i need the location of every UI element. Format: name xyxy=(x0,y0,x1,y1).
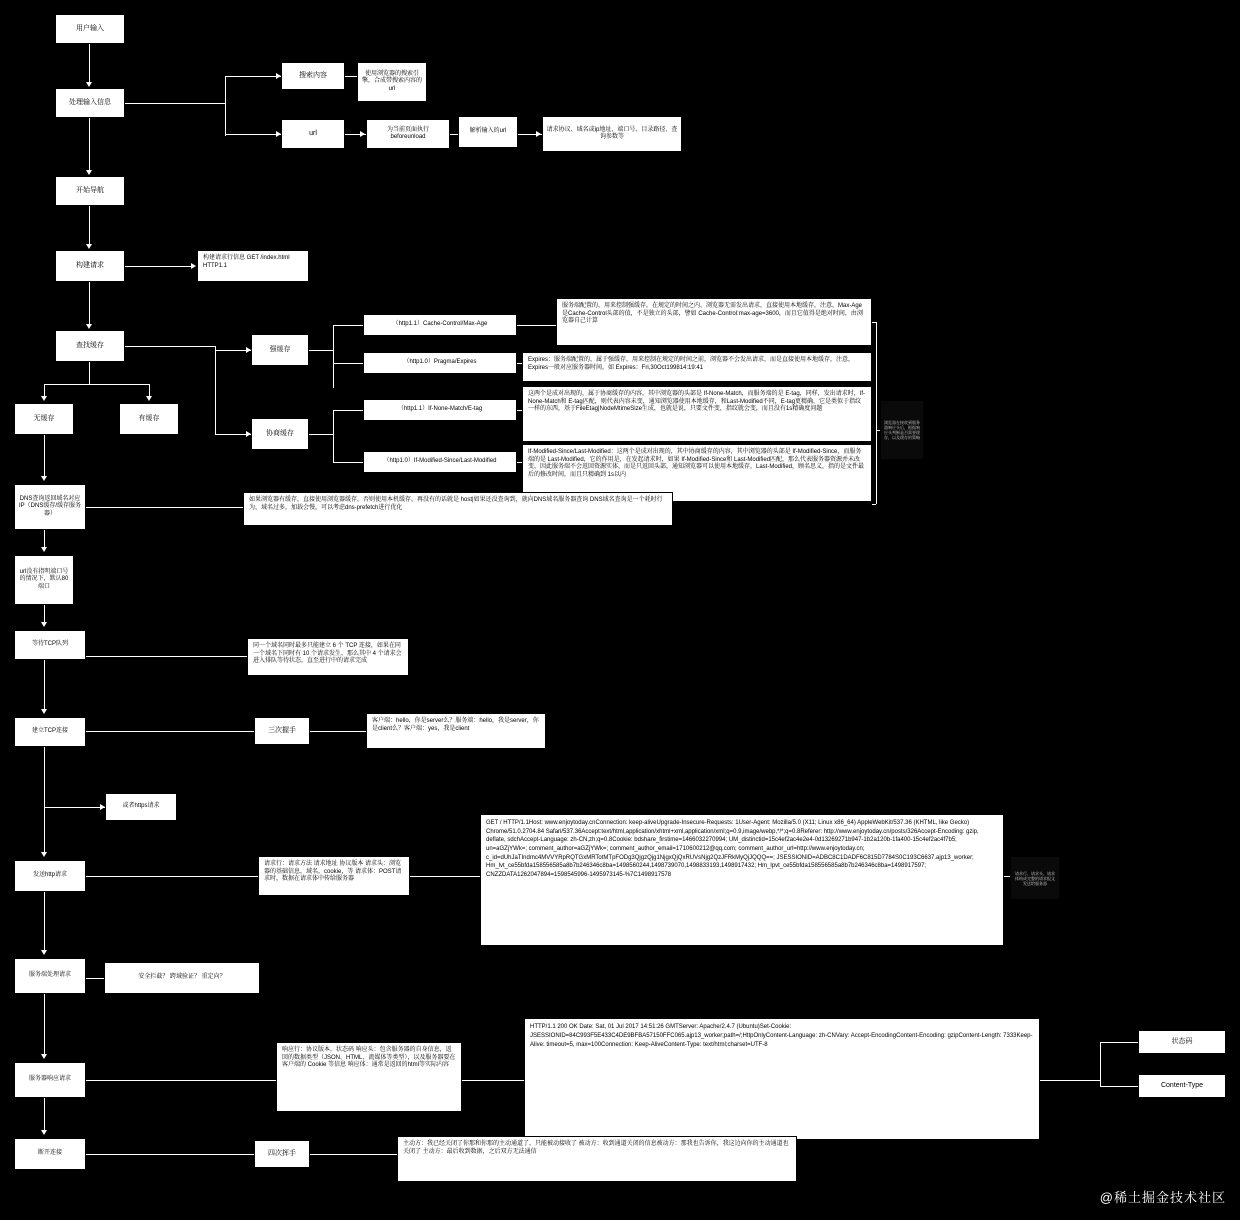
edge-tcpqueue-buildtcp xyxy=(44,660,45,711)
arrow-to-hascache xyxy=(146,396,152,401)
edge-serverprocess-detail xyxy=(86,978,104,979)
edge-handshake-detail xyxy=(310,731,366,732)
node-pragma-expires: （http1.0）Pragma/Expires xyxy=(363,352,517,374)
node-http-request-parts: 请求行：请求方法 请求地址 协议版本 请求头：浏览器的基础信息，域名，cookie，等 请求体：POST请求时，数据在请求体中传给服务器 xyxy=(258,856,410,896)
arrow-port-tcpqueue xyxy=(41,622,47,627)
node-request-line: 构建请求行信息 GET /index.html HTTP1.1 xyxy=(197,250,309,282)
node-process-input[interactable]: 处理输入信息 xyxy=(55,88,125,118)
arrow-buildreq-to-findcache xyxy=(86,324,92,329)
node-has-cache[interactable]: 有缓存 xyxy=(119,403,179,435)
node-url[interactable]: url xyxy=(281,119,345,149)
edge-rawresponse-right xyxy=(1040,1080,1100,1081)
edge-response-disconnect xyxy=(44,1098,45,1132)
arrow-tcpqueue-buildtcp xyxy=(41,709,47,714)
edge-buildreq-to-findcache xyxy=(89,282,90,326)
edge-right-split-v xyxy=(1100,1042,1101,1086)
edge-fourwave-detail xyxy=(310,1154,397,1155)
node-search-detail: 使用浏览器的搜索引擎，合成带搜索内容的url xyxy=(357,62,427,102)
node-strong-cache[interactable]: 强缓存 xyxy=(251,334,309,366)
node-dns-query[interactable]: DNS查询返回域名对应IP（DNS缓存/缓存服务器） xyxy=(14,484,86,530)
node-handshake-detail: 客户端：hello，你是server么？服务端：hello，我是server，你是client么？客户端：yes，我是client xyxy=(366,713,546,749)
arrow-url-beforeunload xyxy=(360,131,365,137)
edge-cache-split xyxy=(44,384,149,385)
node-server-process-detail: 安全拦截？ 跨域验证？ 重定向？ xyxy=(104,962,260,994)
node-if-none-match: （http1.1）If-None-Match/E-tag xyxy=(363,399,517,421)
node-negotiate-cache[interactable]: 协商缓存 xyxy=(251,418,309,450)
arrow-buildreq-requestline xyxy=(191,263,196,269)
node-four-wave-detail: 主动方：我已经关闭了你那和你那的主动通道了，只能被动接收了 被动方：收到通道关闭的信息被动方：那我也告诉你，我这边向你的主动通道也关闭了 主动方：最后收到数据，之后双方无法通信 xyxy=(397,1136,797,1182)
edge-disconnect-fourwave xyxy=(86,1154,254,1155)
arrow-to-nocache xyxy=(41,396,47,401)
arrow-user-to-process xyxy=(86,82,92,87)
arrow-sendhttp-serverprocess xyxy=(41,950,47,955)
node-server-response[interactable]: 服务器响应请求 xyxy=(14,1062,86,1098)
arrow-parseurl-detail xyxy=(536,131,541,137)
edge-findcache-branch xyxy=(125,346,215,347)
arrow-startnav-to-buildreq xyxy=(86,244,92,249)
node-port-note: url没有指明端口号的情况下，默认80端口 xyxy=(14,555,74,605)
edge-buildreq-requestline xyxy=(125,266,191,267)
edge-negotiate-lastmodified xyxy=(333,462,363,463)
edge-parts-rawresponse xyxy=(462,1080,524,1081)
node-search-content[interactable]: 搜索内容 xyxy=(281,62,345,90)
node-send-http-request[interactable]: 发送http请求 xyxy=(14,860,86,892)
node-server-process[interactable]: 服务端处理请求 xyxy=(14,958,86,994)
edge-strong-pragma xyxy=(333,363,363,364)
arrow-buildtcp-sendhttp xyxy=(41,852,47,857)
edge-sendhttp-serverprocess xyxy=(44,892,45,952)
arrow-process-to-startnav xyxy=(86,170,92,175)
watermark: @稀土掘金技术社区 xyxy=(1099,1190,1226,1205)
edge-process-to-startnav xyxy=(89,118,90,172)
edge-parts-raw xyxy=(410,876,480,877)
edge-cache-note-h2 xyxy=(872,504,876,505)
node-cache-right-note: 浏览器在接收到服务器响应头后，根据响应头判断是否需要缓存，以及缓存的策略 xyxy=(880,400,924,460)
edge-user-to-process xyxy=(89,44,90,84)
node-http-response-raw: HTTP/1.1 200 OK Date: Sat, 01 Jul 2017 14:51:26 GMTServer: Apache/2.4.7 (Ubuntu)Set-Cookie: JSESSIONID=84C993F5E433C4DE9BFBA57150FFC065.ajp13_worker;path=/;HttpOnlyContent-Language: zh-CNVary: Accept-EncodingContent-Encoding: gzipContent-Length: 7333Keep-Alive: timeout=5, max=100Connection: Keep-AliveContent-Type: text/html;charset=UTF-8 xyxy=(524,1018,1040,1140)
node-tcp-queue-detail: 同一个域名同时最多只能建立 6 个 TCP 连接，如果在同一个域名下同时有 10 个请求发生，那么其中 4 个请求会进入排队等待状态，直至进行中的请求完成 xyxy=(247,638,409,676)
node-user-input[interactable]: 用户输入 xyxy=(55,14,125,44)
edge-response-parts xyxy=(86,1080,276,1081)
edge-to-contenttype xyxy=(1100,1086,1138,1087)
node-http-request-right-note: 请求行、请求头、请求体构成完整的请求报文发送给服务器 xyxy=(1010,856,1060,900)
node-build-tcp[interactable]: 建立TCP连接 xyxy=(14,717,86,747)
edge-sendhttp-parts xyxy=(86,876,258,877)
node-http-request-raw: GET / HTTP/1.1Host: www.enjoytoday.cnConnection: keep-aliveUpgrade-Insecure-Requests: 1User-Agent: Mozilla/5.0 (X11; Linux x86_64) AppleWebKit/537.36 (KHTML, like Gecko) Chrome/51.0.2704.84 Safari/537.36Accept:text/html,application/xhtml+xml,application/xml;q=0.9,image/webp,*/*;q=0.8Referer: http://www.enjoytoday.cn/posts/326Accept-Encoding: gzip, deflate, sdchAccept-Language: zh-CN,zh;q=0.8Cookie: bdshare_firstime=1466032270994; UM_distinctid=15c4ef2ac4e2e4-0d13269271b947-1b2a120b-1fa400-15c4ef2ac4f7b5; un=aGZjYWk=; comment_author=aGZjYWk=; comment_author_email=1710600212@qq.com; comment_author_url=http://www.enjoytoday.cn; c_id=dUhJaTIndmc4MVVYRpRQTGxMRTotMTpFODg3QjgzQjg1NjgxQjQxRUVsNjg2QzJFRkMyQjJQQQ==; JSESSIONID=ADBC8C1DADF6C815D7784S0C193C6637.ajp13_worker; Hm_lvt_ce55bfda158556585a8b7b246346c8ba=1498560244,1498739070,1498833193,1498917432; Hm_lpvt_ce55bfda158556585a8b7b246346c8ba=1498917597; CNZZDATA1262047894=1598545996-1495973145-%7C1498917578 xyxy=(480,814,1004,946)
edge-nocache-dns xyxy=(44,435,45,478)
edge-strong-split xyxy=(309,350,333,351)
node-build-request[interactable]: 构建请求 xyxy=(55,250,125,282)
edge-strong-cachecontrol xyxy=(333,325,363,326)
node-no-cache[interactable]: 无缓存 xyxy=(14,403,74,435)
edge-branch-url xyxy=(225,134,281,135)
node-https-note: 或者https请求 xyxy=(105,793,177,821)
edge-negotiate-split-v xyxy=(333,410,334,462)
node-find-cache[interactable]: 查找缓存 xyxy=(55,330,125,362)
edge-negotiate-etag xyxy=(333,410,363,411)
arrow-nocache-dns xyxy=(41,476,47,481)
edge-branch-search xyxy=(225,76,281,77)
edge-findcache-branch-v xyxy=(215,346,216,434)
edge-tcpqueue-detail xyxy=(86,656,247,657)
arrow-response-disconnect xyxy=(41,1130,47,1135)
edge-process-branch xyxy=(125,103,225,104)
node-status-code[interactable]: 状态码 xyxy=(1138,1030,1226,1054)
node-cache-control-detail: 服务端配置的，用来控制强缓存，在规定的时间之内，浏览器无需发出请求，直接使用本地缓存，注意，Max-Age是Cache-Control头部的值，不是独立的头部，譬如 Cache-Control:max-age=3600，而且它值得是绝对时间，由浏览器自己计算 xyxy=(556,298,872,346)
node-four-way-wave[interactable]: 四次挥手 xyxy=(254,1140,310,1168)
node-content-type[interactable]: Content-Type xyxy=(1138,1074,1226,1098)
node-dns-detail: 如果浏览器有缓存，直接使用浏览器缓存，否则使用本机缓存，再没有的话就是 host|如果还没查询到，就向DNS域名服务器查询 DNS域名查询是一个耗时行为，域名过多，加载会慢，可以考虑dns-prefetch进行优化 xyxy=(243,492,673,526)
edge-https-note xyxy=(44,807,105,808)
node-disconnect[interactable]: 断开连接 xyxy=(14,1138,86,1170)
edge-process-branch-v xyxy=(225,76,226,136)
node-three-way-handshake[interactable]: 三次握手 xyxy=(254,717,310,745)
arrow-dns-port xyxy=(41,547,47,552)
edge-negotiate-split xyxy=(309,434,333,435)
arrow-serverprocess-response xyxy=(41,1054,47,1059)
edge-serverprocess-response xyxy=(44,994,45,1056)
node-parse-url: 解析输入的url xyxy=(458,116,518,148)
node-start-navigation[interactable]: 开始导航 xyxy=(55,176,125,206)
node-parse-url-detail: 请求协议、域名或ip地址、端口号、目录路径、查询参数等 xyxy=(542,116,682,152)
edge-cache-note-v xyxy=(876,322,877,504)
node-cache-control: （http1.1）Cache-Control/Max-Age xyxy=(363,314,517,336)
edge-cache-note-h1 xyxy=(872,322,876,323)
edge-buildtcp-handshake xyxy=(86,731,254,732)
edge-startnav-to-buildreq xyxy=(89,206,90,246)
edge-dns-detail xyxy=(86,507,243,508)
edge-beforeunload-parseurl xyxy=(450,134,458,135)
edge-search-detail xyxy=(345,76,357,77)
edge-cachecontrol-detail xyxy=(517,325,556,326)
edge-findcache-down xyxy=(89,362,90,384)
node-response-parts: 响应行：协议版本，状态码 响应头：包含服务器的自身信息，返回的数据类型（JSON、HTML、流媒体等类型），以及服务器要在客户端的 Cookie 等信息 响应体：通常是返回的html等实际内容 xyxy=(276,1042,462,1112)
node-lastmodified-detail: If-Modified-Since/Last-Modified：这两个是成对出现的，其中协商缓存的内容，其中浏览器的头部是 If-Modified-Since，而服务端的是 Last-Modified，它的作用是，在发起请求时，如果 If-Modified-Since和 Last-Modified匹配，那么代表服务器资源并未改变，因此服务端不会返回资源实体，而是只返回头部，通知浏览器可以使用本地缓存，Last-Modified，顾名思义，指的是文件最后的修改时间，而且只精确到 1s以内 xyxy=(522,444,872,502)
edge-strong-split-v xyxy=(333,325,334,388)
node-expires-detail: Expires：服务端配置的，属于强缓存，用来控制在规定的时间之前，浏览器不会发出请求，而是直接使用本地缓存，注意，Expires一般对应服务器时间，如 Expires：Fri,30Oct199814:19:41 xyxy=(522,352,872,382)
node-etag-detail: 这两个是成对出现的，属于协商缓存的内容，其中浏览器的头部是 If-None-Match，而服务端的是 E-tag，同样，发出请求时，If-None-Match和 E-tag匹配，则代表内容未变，通知浏览器使用本地缓存，和Last-Modified不同，E-tag更精确，它是类似于指纹一样的东西，基于FileEtag|NodeMtimeSize生成，也就是说，只要文件变，指纹就会变，而且没有1s精确度问题 xyxy=(522,386,872,442)
node-beforeunload: 为当前页面执行 beforeunload xyxy=(366,119,450,149)
node-if-modified-since: （http1.0）If-Modified-Since/Last-Modified xyxy=(363,451,517,473)
node-wait-tcp-queue[interactable]: 等待TCP队列 xyxy=(14,630,86,660)
edge-to-statuscode xyxy=(1100,1042,1138,1043)
edge-buildtcp-sendhttp xyxy=(44,747,45,854)
